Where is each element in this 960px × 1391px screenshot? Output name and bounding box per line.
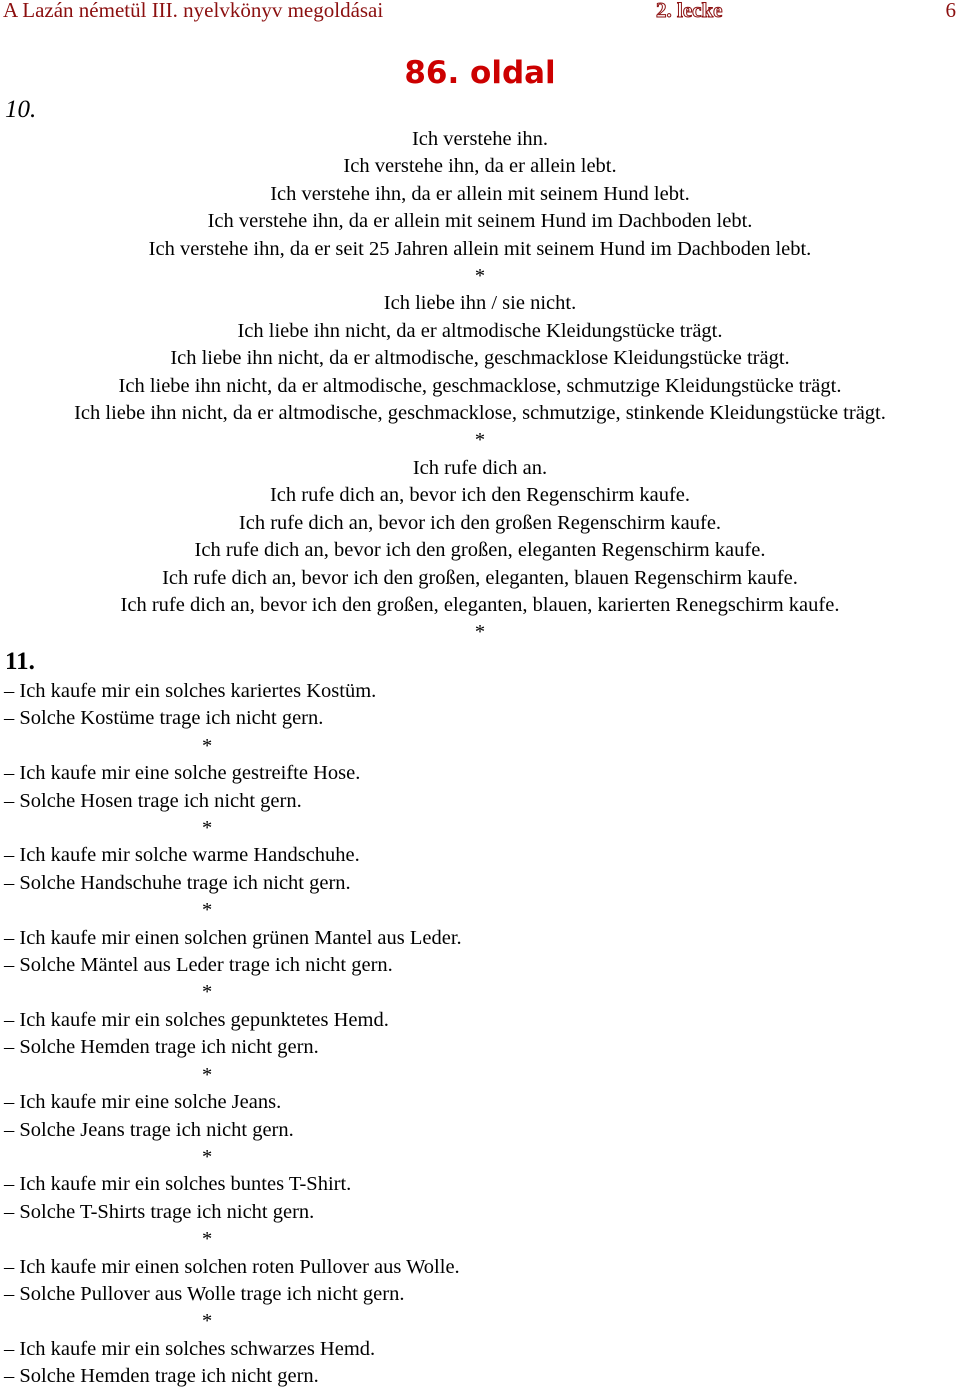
sentence-line: Ich liebe ihn nicht, da er altmodische, geschmacklose Kleidungstücke trägt.	[170, 347, 790, 370]
sentence-line: – Ich kaufe mir einen solchen roten Pullover aus Wolle.	[4, 1255, 460, 1278]
separator-star: *	[474, 621, 486, 644]
sentence-line: Ich verstehe ihn, da er allein lebt.	[343, 155, 617, 178]
sentence-line: Ich verstehe ihn, da er seit 25 Jahren allein mit seinem Hund im Dachboden lebt.	[148, 237, 812, 260]
separator-star: *	[474, 265, 486, 288]
sentence-line: Ich liebe ihn / sie nicht.	[383, 292, 577, 315]
page-header	[0, 0, 960, 22]
sentence-line: Ich rufe dich an, bevor ich den großen Regenschirm kaufe.	[238, 511, 722, 534]
exercise-11-number: 11.	[5, 648, 35, 675]
book-title: A Lazán németül III. nyelvkönyv megoldásai	[3, 0, 384, 22]
sentence-line: Ich rufe dich an, bevor ich den großen, eleganten Regenschirm kaufe.	[194, 539, 766, 562]
sentence-line: – Ich kaufe mir eine solche Jeans.	[4, 1091, 282, 1114]
sentence-line: – Solche Hemden trage ich nicht gern.	[4, 1036, 319, 1059]
separator-star: *	[202, 1310, 213, 1333]
separator-star: *	[202, 1228, 213, 1251]
sentence-line: – Ich kaufe mir ein solches buntes T-Shirt.	[4, 1173, 352, 1196]
sentence-line: – Ich kaufe mir ein solches schwarzes Hemd.	[4, 1337, 376, 1360]
sentence-line: Ich verstehe ihn.	[411, 128, 549, 150]
sentence-line: Ich rufe dich an, bevor ich den Regenschirm kaufe.	[269, 484, 691, 507]
sentence-line: – Solche Pullover aus Wolle trage ich nicht gern.	[4, 1282, 405, 1305]
separator-star: *	[202, 899, 213, 922]
exercise-11-dialogues	[4, 678, 954, 1391]
separator-star: *	[202, 1063, 213, 1086]
sentence-line: Ich liebe ihn nicht, da er altmodische, geschmacklose, schmutzige, stinkende Kleidungstücke trägt.	[74, 402, 886, 425]
lesson-label: 2. lecke	[656, 0, 723, 22]
sentence-line: Ich verstehe ihn, da er allein mit seinem Hund im Dachboden lebt.	[207, 210, 753, 233]
sentence-line: – Solche Handschuhe trage ich nicht gern.	[4, 871, 351, 894]
separator-star: *	[202, 734, 213, 757]
separator-star: *	[202, 981, 213, 1004]
sentence-line: – Solche Hosen trage ich nicht gern.	[4, 789, 302, 812]
sentence-line: Ich verstehe ihn, da er allein mit seinem Hund lebt.	[270, 182, 690, 205]
sentence-line: – Ich kaufe mir eine solche gestreifte Hose.	[4, 762, 361, 785]
separator-star: *	[202, 817, 213, 840]
exercise-10-number: 10.	[5, 96, 37, 123]
sentence-line: – Ich kaufe mir einen solchen grünen Mantel aus Leder.	[4, 926, 462, 949]
sentence-line: – Solche Kostüme trage ich nicht gern.	[4, 707, 324, 730]
page-heading: 86. oldal	[404, 55, 556, 91]
separator-star: *	[474, 429, 486, 452]
separator-star: *	[202, 1145, 213, 1168]
sentence-line: – Ich kaufe mir solche warme Handschuhe.	[4, 844, 360, 867]
exercise-10-sentences	[0, 126, 960, 647]
sentence-line: – Solche Mäntel aus Leder trage ich nicht gern.	[4, 954, 393, 977]
sentence-line: Ich rufe dich an.	[412, 456, 548, 479]
sentence-line: Ich rufe dich an, bevor ich den großen, eleganten, blauen Regenschirm kaufe.	[162, 566, 798, 589]
sentence-line: – Solche Jeans trage ich nicht gern.	[4, 1118, 294, 1141]
sentence-line: – Ich kaufe mir ein solches gepunktetes Hemd.	[4, 1008, 389, 1031]
sentence-line: – Ich kaufe mir ein solches kariertes Kostüm.	[4, 680, 377, 702]
page-number: 6	[945, 0, 956, 22]
sentence-line: Ich liebe ihn nicht, da er altmodische, geschmacklose, schmutzige Kleidungstücke trägt.	[118, 374, 842, 397]
sentence-line: – Solche T-Shirts trage ich nicht gern.	[4, 1200, 315, 1223]
sentence-line: Ich rufe dich an, bevor ich den großen, eleganten, blauen, karierten Renegschirm kaufe.	[120, 593, 840, 616]
sentence-line: Ich liebe ihn nicht, da er altmodische Kleidungstücke trägt.	[237, 319, 723, 342]
sentence-line: – Solche Hemden trage ich nicht gern.	[4, 1365, 319, 1388]
